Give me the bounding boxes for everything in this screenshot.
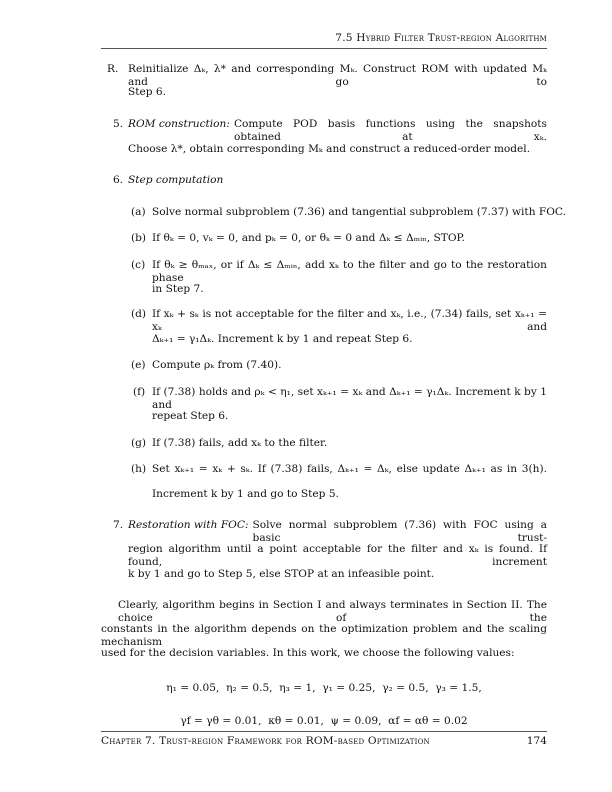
step-7-text: Solve normal subproblem (7.36) with FOC using a basic trust-	[252, 519, 547, 544]
step-7-line: region algorithm until a point acceptable for the filter and xₖ is found. If found, increment	[128, 543, 547, 568]
step-5-text: Compute POD basis functions using the snapshots obtained at xₖ.	[233, 118, 547, 143]
step-label: 5.	[113, 118, 124, 130]
substep-c: If θₖ ≥ θₘₐₓ, or if Δₖ ≤ Δₘᵢₙ, add xₖ to the filter and go to the restoration phase	[152, 259, 547, 284]
substep-label: (c)	[131, 259, 146, 271]
equation-line: η₁ = 0.05, η₂ = 0.5, η₃ = 1, γ₁ = 0.25, γ₂ = 0.5, γ₃ = 1.5,	[166, 682, 482, 694]
step-5-line	[128, 118, 547, 144]
substep-h: Set xₖ₊₁ = xₖ + sₖ. If (7.38) fails, Δₖ₊₁ = Δₖ, else update Δₖ₊₁ as in 3(h).	[152, 463, 547, 475]
step-r-line: Step 6.	[128, 86, 167, 98]
substep-f: repeat Step 6.	[152, 410, 229, 422]
substep-label: (f)	[133, 386, 146, 398]
substep-label: (d)	[131, 308, 147, 320]
substep-label: (g)	[131, 437, 147, 449]
running-header: 7.5 Hybrid Filter Trust-region Algorithm	[335, 32, 547, 44]
substep-label: (a)	[131, 206, 146, 218]
step-5-title: ROM construction:	[128, 118, 230, 130]
substep-g: If (7.38) fails, add xₖ to the filter.	[152, 437, 328, 449]
step-label: R.	[107, 63, 119, 75]
paragraph-line: Clearly, algorithm begins in Section I and always terminates in Section II. The choice of the	[118, 599, 547, 624]
step-r-line: Reinitialize Δₖ, λ* and corresponding Mₖ. Construct ROM with updated Mₖ and go to	[128, 63, 547, 88]
page-number: 174	[526, 735, 547, 747]
paragraph-line: constants in the algorithm depends on the optimization problem and the scaling mechanism	[101, 623, 547, 648]
step-label: 6.	[113, 174, 124, 186]
header-rule	[101, 48, 547, 49]
step-7-line: k by 1 and go to Step 5, else STOP at an infeasible point.	[128, 568, 435, 580]
substep-label: (e)	[131, 359, 146, 371]
substep-e: Compute ρₖ from (7.40).	[152, 359, 282, 371]
step-5-line: Choose λ*, obtain corresponding Mₖ and construct a reduced-order model.	[128, 143, 531, 155]
paragraph-line: used for the decision variables. In this work, we choose the following values:	[101, 647, 515, 659]
substep-d: If xₖ + sₖ is not acceptable for the filter and xₖ, i.e., (7.34) fails, set xₖ₊₁ = xₖ and	[152, 308, 547, 333]
substep-label: (b)	[131, 232, 147, 244]
step-7-title: Restoration with FOC:	[128, 519, 249, 531]
step-6-title: Step computation	[128, 174, 224, 186]
substep-d: Δₖ₊₁ = γ₁Δₖ. Increment k by 1 and repeat Step 6.	[152, 333, 413, 345]
substep-label: (h)	[131, 463, 147, 475]
substep-b: If θₖ = 0, vₖ = 0, and pₖ = 0, or θₖ = 0 and Δₖ ≤ Δₘᵢₙ, STOP.	[152, 232, 465, 244]
equation-line: γf = γθ = 0.01, κθ = 0.01, ψ = 0.09, αf = αθ = 0.02	[180, 715, 468, 727]
substep-a: Solve normal subproblem (7.36) and tangential subproblem (7.37) with FOC.	[152, 206, 567, 218]
substep-h: Increment k by 1 and go to Step 5.	[152, 488, 339, 500]
chapter-footer: Chapter 7. Trust-region Framework for ROM-based Optimization	[101, 735, 430, 747]
step-label: 7.	[113, 519, 124, 531]
substep-f: If (7.38) holds and ρₖ < η₁, set xₖ₊₁ = xₖ and Δₖ₊₁ = γ₁Δₖ. Increment k by 1 and	[152, 386, 547, 411]
substep-c: in Step 7.	[152, 283, 204, 295]
step-7-line	[128, 519, 547, 545]
footer-rule	[101, 731, 547, 732]
